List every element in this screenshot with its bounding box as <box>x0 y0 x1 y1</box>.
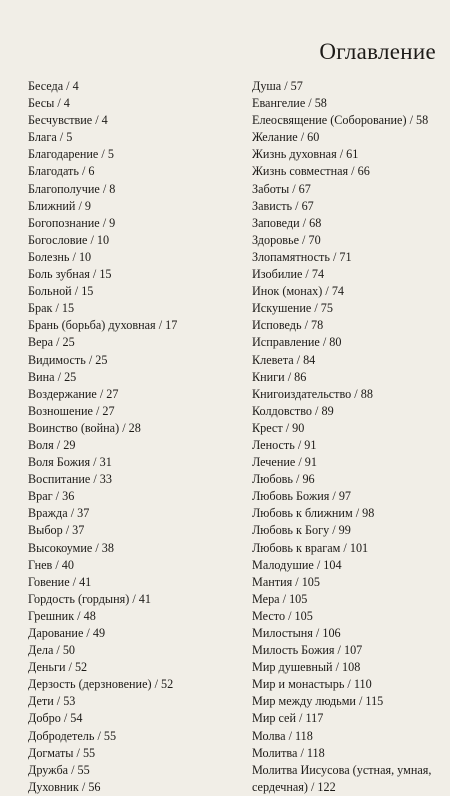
contents-entry: Искушение / 75 <box>252 301 333 316</box>
contents-entry: Боль зубная / 15 <box>28 267 112 282</box>
contents-entry: Инок (монах) / 74 <box>252 284 345 299</box>
contents-entry: Любовь Божия / 97 <box>252 489 352 504</box>
contents-entry: Зависть / 67 <box>252 198 314 213</box>
contents-entry: Жизнь духовная / 61 <box>252 147 359 162</box>
contents-entry: Малодушие / 104 <box>252 557 342 572</box>
contents-entry: Дерзость (дерзновение) / 52 <box>28 677 174 692</box>
contents-entry: Богопознание / 9 <box>28 215 116 230</box>
contents-entry: Болезнь / 10 <box>28 249 92 264</box>
contents-entry: Видимость / 25 <box>28 352 108 367</box>
contents-entry: Возношение / 27 <box>28 403 115 418</box>
contents-entry: Дети / 53 <box>28 694 76 709</box>
contents-entry: Деньги / 52 <box>28 660 88 675</box>
contents-entry: Желание / 60 <box>252 130 320 145</box>
contents-entry: Молитва Иисусова (устная, умная, сердечная) / 122 <box>252 762 432 794</box>
contents-entry: Благополучие / 8 <box>28 181 116 196</box>
contents-entry: Любовь к Богу / 99 <box>252 523 351 538</box>
contents-entry: Ближний / 9 <box>28 198 92 213</box>
contents-entry: Духовник / 56 <box>28 779 101 794</box>
contents-entry: Добро / 54 <box>28 711 83 726</box>
contents-column-left <box>28 78 238 796</box>
contents-entry: Враг / 36 <box>28 489 75 504</box>
contents-entry: Молва / 118 <box>252 728 313 743</box>
contents-entry: Вражда / 37 <box>28 506 90 521</box>
contents-entry: Гнев / 40 <box>28 557 74 572</box>
contents-entry: Мера / 105 <box>252 591 308 606</box>
contents-entry: Вера / 25 <box>28 335 75 350</box>
contents-entry: Вина / 25 <box>28 369 77 384</box>
contents-entry: Евангелие / 58 <box>252 96 327 111</box>
contents-entry: Милость Божия / 107 <box>252 643 363 658</box>
contents-entry: Бесчувствие / 4 <box>28 113 108 128</box>
contents-entry: Леность / 91 <box>252 437 317 452</box>
contents-entry: Брань (борьба) духовная / 17 <box>28 318 178 333</box>
contents-entry: Заботы / 67 <box>252 181 311 196</box>
contents-entry: Воля / 29 <box>28 437 76 452</box>
contents-entry: Мантия / 105 <box>252 574 320 589</box>
contents-entry: Колдовство / 89 <box>252 403 334 418</box>
contents-entry: Книги / 86 <box>252 369 307 384</box>
contents-entry: Воля Божия / 31 <box>28 455 112 470</box>
contents-entry: Мир сей / 117 <box>252 711 324 726</box>
contents-entry: Милостыня / 106 <box>252 626 341 640</box>
contents-entry: Любовь к врагам / 101 <box>252 540 369 555</box>
contents-entry: Душа / 57 <box>252 79 303 93</box>
contents-entry: Мир и монастырь / 110 <box>252 677 372 692</box>
contents-entry: Книгоиздательство / 88 <box>252 386 373 401</box>
contents-entry: Клевета / 84 <box>252 352 316 367</box>
contents-entry: Здоровье / 70 <box>252 232 321 247</box>
contents-entry: Блага / 5 <box>28 130 73 145</box>
contents-entry: Мир душевный / 108 <box>252 660 361 675</box>
contents-entry: Изобилие / 74 <box>252 267 325 282</box>
contents-entry: Исправление / 80 <box>252 335 342 350</box>
page-title: Оглавление <box>319 39 436 64</box>
contents-entry: Дарование / 49 <box>28 626 106 640</box>
contents-entry: Добродетель / 55 <box>28 728 117 743</box>
contents-entry: Благодать / 6 <box>28 164 95 179</box>
contents-entry: Гордость (гордыня) / 41 <box>28 591 151 606</box>
contents-entry: Исповедь / 78 <box>252 318 324 333</box>
contents-entry: Любовь к ближним / 98 <box>252 506 375 521</box>
contents-entry: Больной / 15 <box>28 284 94 299</box>
contents-entry: Говение / 41 <box>28 574 92 589</box>
contents-entry: Богословие / 10 <box>28 232 110 247</box>
contents-entry: Брак / 15 <box>28 301 75 316</box>
contents-entry: Догматы / 55 <box>28 745 96 760</box>
contents-entry: Воинство (война) / 28 <box>28 420 141 435</box>
contents-entry: Выбор / 37 <box>28 523 85 538</box>
contents-column-right <box>252 78 442 796</box>
contents-entry: Жизнь совместная / 66 <box>252 164 370 179</box>
contents-entry: Злопамятность / 71 <box>252 249 352 264</box>
contents-entry: Любовь / 96 <box>252 472 315 487</box>
contents-entry: Молитва / 118 <box>252 745 325 760</box>
contents-entry: Грешник / 48 <box>28 608 96 623</box>
contents-entry: Воздержание / 27 <box>28 386 119 401</box>
contents-entry: Дела / 50 <box>28 643 76 658</box>
contents-entry: Крест / 90 <box>252 420 305 435</box>
contents-entry: Воспитание / 33 <box>28 472 112 487</box>
contents-entry: Дружба / 55 <box>28 762 90 777</box>
contents-entry: Мир между людьми / 115 <box>252 694 384 709</box>
contents-entry: Лечение / 91 <box>252 455 317 470</box>
contents-entry: Заповеди / 68 <box>252 215 322 230</box>
contents-entry: Беседа / 4 <box>28 79 79 93</box>
contents-entry: Благодарение / 5 <box>28 147 114 162</box>
contents-entry: Бесы / 4 <box>28 96 70 111</box>
contents-entry: Место / 105 <box>252 608 313 623</box>
contents-entry: Высокоумие / 38 <box>28 540 114 555</box>
contents-entry: Елеосвящение (Соборование) / 58 <box>252 113 429 128</box>
